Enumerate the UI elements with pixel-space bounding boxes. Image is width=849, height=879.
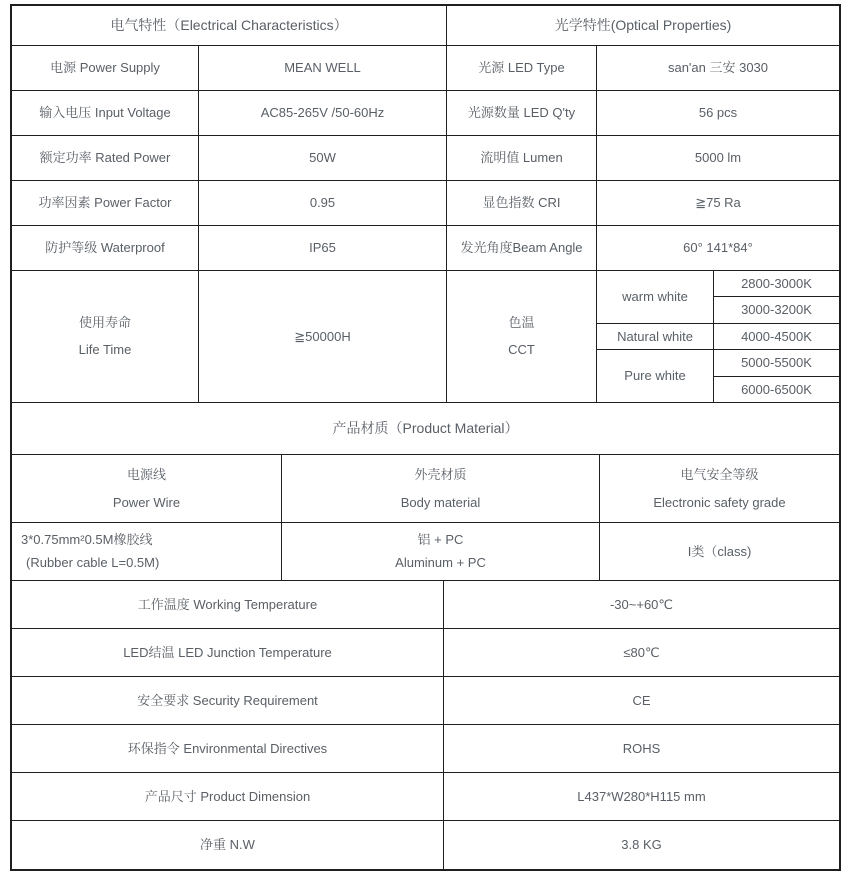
cct-range-4000-4500: 4000-4500K bbox=[714, 324, 839, 350]
body-material-value-line2: Aluminum + PC bbox=[395, 555, 486, 570]
beam-angle-value: 60° 141*84° bbox=[597, 226, 839, 271]
material-section-header: 产品材质（Product Material） bbox=[12, 403, 839, 455]
power-wire-label-stack bbox=[113, 466, 180, 511]
lumen-value: 5000 lm bbox=[597, 136, 839, 181]
life-time-label-cn: 使用寿命 bbox=[78, 314, 131, 330]
working-temperature-value: -30~+60℃ bbox=[444, 581, 839, 629]
product-dimension-label: 产品尺寸 Product Dimension bbox=[12, 773, 444, 821]
led-type-label: 光源 LED Type bbox=[447, 46, 597, 91]
body-material-value-line1: 铝 + PC bbox=[417, 532, 464, 548]
power-wire-label-cn: 电源线 bbox=[126, 466, 166, 482]
power-wire-label bbox=[12, 455, 282, 523]
body-material-value-stack bbox=[395, 531, 486, 571]
cct-label-en: CCT bbox=[508, 342, 535, 358]
cct-label bbox=[447, 271, 597, 403]
cct-pure-white-label: Pure white bbox=[597, 350, 714, 403]
safety-grade-label bbox=[600, 455, 839, 523]
safety-grade-label-en: Electronic safety grade bbox=[653, 494, 786, 510]
junction-temperature-value: ≤80℃ bbox=[444, 629, 839, 677]
net-weight-label: 净重 N.W bbox=[12, 821, 444, 869]
cct-range-3000-3200: 3000-3200K bbox=[714, 297, 839, 323]
cri-value: ≧75 Ra bbox=[597, 181, 839, 226]
cct-range-2800-3000: 2800-3000K bbox=[714, 271, 839, 297]
cct-label-stack bbox=[508, 314, 535, 359]
body-material-label bbox=[282, 455, 600, 523]
body-material-label-cn: 外壳材质 bbox=[414, 466, 467, 482]
beam-angle-label: 发光角度Beam Angle bbox=[447, 226, 597, 271]
cct-warm-white-label: warm white bbox=[597, 271, 714, 324]
electrical-section-header: 电气特性（Electrical Characteristics） bbox=[12, 6, 447, 46]
power-wire-value-line2: (Rubber cable L=0.5M) bbox=[26, 555, 160, 570]
material-section-header-row bbox=[12, 403, 839, 455]
power-factor-label: 功率因素 Power Factor bbox=[12, 181, 199, 226]
safety-grade-label-cn: 电气安全等级 bbox=[680, 466, 759, 482]
power-wire-value bbox=[12, 523, 282, 581]
cct-label-cn: 色温 bbox=[508, 314, 535, 330]
rated-power-label: 额定功率 Rated Power bbox=[12, 136, 199, 181]
life-time-label-en: Life Time bbox=[78, 342, 132, 358]
material-section bbox=[12, 455, 839, 581]
input-voltage-label: 输入电压 Input Voltage bbox=[12, 91, 199, 136]
cct-range-5000-5500: 5000-5500K bbox=[714, 350, 839, 376]
spec-table bbox=[10, 4, 841, 871]
lifetime-cct-section bbox=[12, 271, 839, 403]
life-time-label-stack bbox=[79, 314, 132, 359]
body-material-label-en: Body material bbox=[400, 494, 481, 510]
power-wire-value-stack bbox=[21, 531, 159, 571]
lumen-label: 流明值 Lumen bbox=[447, 136, 597, 181]
led-qty-label: 光源数量 LED Q'ty bbox=[447, 91, 597, 136]
safety-grade-label-stack bbox=[653, 466, 785, 511]
input-voltage-value: AC85-265V /50-60Hz bbox=[199, 91, 447, 136]
power-supply-label: 电源 Power Supply bbox=[12, 46, 199, 91]
led-type-value: san'an 三安 3030 bbox=[597, 46, 839, 91]
life-time-value: ≧50000H bbox=[199, 271, 447, 403]
power-wire-label-en: Power Wire bbox=[112, 494, 181, 510]
body-material-value bbox=[282, 523, 600, 581]
environmental-directives-value: ROHS bbox=[444, 725, 839, 773]
cct-range-6000-6500: 6000-6500K bbox=[714, 377, 839, 403]
environmental-directives-label: 环保指令 Environmental Directives bbox=[12, 725, 444, 773]
cct-natural-white-label: Natural white bbox=[597, 324, 714, 350]
electrical-optical-section bbox=[12, 6, 839, 271]
waterproof-value: IP65 bbox=[199, 226, 447, 271]
power-factor-value: 0.95 bbox=[199, 181, 447, 226]
security-requirement-label: 安全要求 Security Requirement bbox=[12, 677, 444, 725]
waterproof-label: 防护等级 Waterproof bbox=[12, 226, 199, 271]
security-requirement-value: CE bbox=[444, 677, 839, 725]
net-weight-value: 3.8 KG bbox=[621, 837, 662, 853]
body-material-label-stack bbox=[401, 466, 480, 511]
safety-grade-value: I类（class) bbox=[600, 523, 839, 581]
power-wire-value-line1: 3*0.75mm²0.5M橡胶线 bbox=[21, 532, 153, 548]
product-dimension-value: L437*W280*H115 mm bbox=[444, 773, 839, 821]
led-qty-value: 56 pcs bbox=[597, 91, 839, 136]
power-supply-value: MEAN WELL bbox=[199, 46, 447, 91]
optical-section-header: 光学特性(Optical Properties) bbox=[447, 6, 839, 46]
cri-label: 显色指数 CRI bbox=[447, 181, 597, 226]
junction-temperature-label: LED结温 LED Junction Temperature bbox=[12, 629, 444, 677]
rated-power-value: 50W bbox=[199, 136, 447, 181]
bottom-rows-section bbox=[12, 581, 839, 869]
life-time-label bbox=[12, 271, 199, 403]
working-temperature-label: 工作温度 Working Temperature bbox=[12, 581, 444, 629]
